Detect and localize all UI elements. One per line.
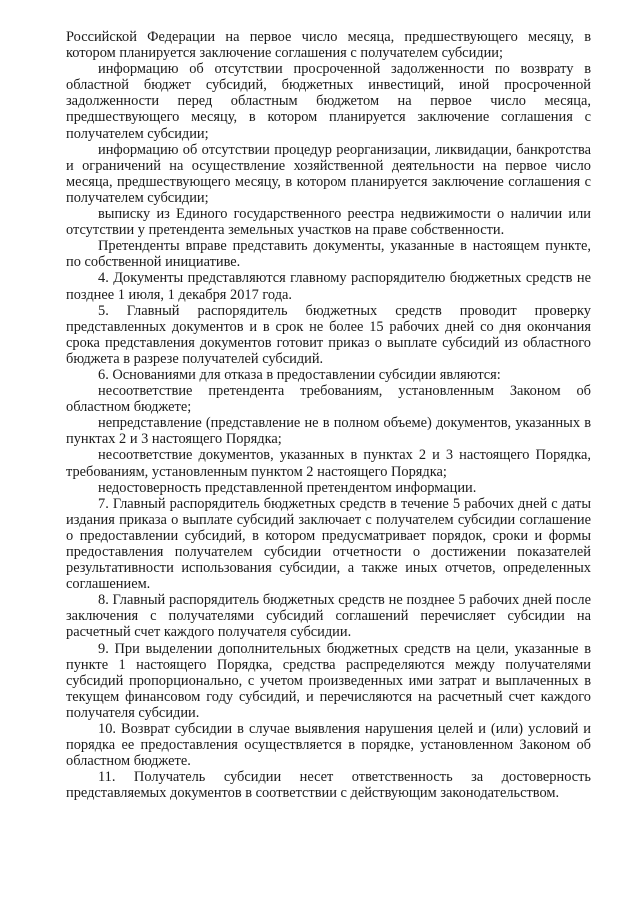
- paragraph-item-4: 4. Документы представляются главному распорядителю бюджетных средств не позднее 1 июля, 1 декабря 2017 года.: [66, 270, 591, 303]
- paragraph-item-5: 5. Главный распорядитель бюджетных средств проводит проверку представленных документов и в срок не более 15 рабочих дней со дня окончания срока представления документов готовит приказ о выплате субсидий из областного бюджета в разрезе получателей субсидий.: [66, 302, 591, 367]
- paragraph-continuation: Российской Федерации на первое число месяца, предшествующего месяцу, в котором планируется заключение соглашения с получателем субсидии;: [66, 29, 591, 62]
- paragraph-item-10: 10. Возврат субсидии в случае выявления нарушения целей и (или) условий и порядка ее предоставления осуществляется в порядке, установленном Законом об областном бюджете.: [66, 721, 591, 770]
- paragraph-refusal-reason-2: непредставление (представление не в полном объеме) документов, указанных в пунктах 2 и 3 настоящего Порядка;: [66, 415, 591, 448]
- paragraph-reorganization-info: информацию об отсутствии процедур реорганизации, ликвидации, банкротства и ограничений на осуществление хозяйственной деятельности на первое число месяца, предшествующего месяцу, в котором планируется заключение соглашения с получателем субсидии;: [66, 141, 591, 206]
- paragraph-real-estate-extract: выписку из Единого государственного реестра недвижимости о наличии или отсутствии у претендента земельных участков на праве собственности.: [66, 206, 591, 239]
- paragraph-item-7: 7. Главный распорядитель бюджетных средств в течение 5 рабочих дней с даты издания приказа о выплате субсидий заключает с получателем субсидии соглашение о предоставлении субсидий, в котором предусматривает порядок, сроки и формы предоставления получателем субсидии отчетности о достижении показателей результативности использования субсидии, а также иных отчетов, определенных соглашением.: [66, 495, 591, 593]
- document-page: [66, 29, 591, 802]
- paragraph-item-9: 9. При выделении дополнительных бюджетных средств на цели, указанные в пункте 1 настоящего Порядка, средства распределяются между получателями субсидий пропорционально, с учетом произведенных ими затрат и выплаченных в текущем финансовом году субсидий, и перечисляются на расчетный счет каждого получателя субсидии.: [66, 640, 591, 721]
- paragraph-refusal-reason-3: несоответствие документов, указанных в пунктах 2 и 3 настоящего Порядка, требованиям, установленным пунктом 2 настоящего Порядка;: [66, 447, 591, 480]
- paragraph-refusal-reason-4: недостоверность представленной претендентом информации.: [98, 479, 477, 496]
- paragraph-item-11: 11. Получатель субсидии несет ответственность за достоверность представляемых документов в соответствии с действующим законодательством.: [66, 769, 591, 802]
- paragraph-debt-info: информацию об отсутствии просроченной задолженности по возврату в областной бюджет субсидий, бюджетных инвестиций, иной просроченной задолженности перед областным бюджетом на первое число месяца, предшествующего месяцу, в котором планируется заключение соглашения с получателем субсидии;: [66, 61, 591, 142]
- paragraph-item-6: 6. Основаниями для отказа в предоставлении субсидии являются:: [98, 366, 501, 383]
- paragraph-refusal-reason-1: несоответствие претендента требованиям, установленным Законом об областном бюджете;: [66, 383, 591, 416]
- paragraph-own-initiative: Претенденты вправе представить документы, указанные в настоящем пункте, по собственной инициативе.: [66, 238, 591, 271]
- paragraph-item-8: 8. Главный распорядитель бюджетных средств не позднее 5 рабочих дней после заключения с получателями субсидий соглашений перечисляет субсидии на расчетный счет каждого получателя субсидии.: [66, 592, 591, 641]
